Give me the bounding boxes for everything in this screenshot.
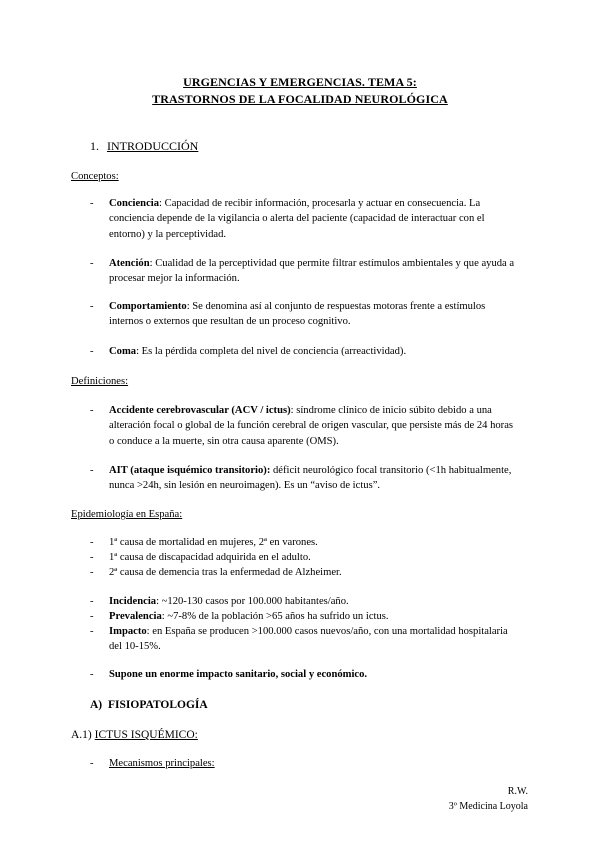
footer-course: 3º Medicina Loyola [448, 801, 528, 812]
definition-coma: : Es la pérdida completa del nivel de conciencia (arreactividad). [136, 346, 407, 357]
section-number: 1. [90, 139, 99, 153]
list-item-epi-1 [90, 535, 520, 550]
section-title: FISIOPATOLOGÍA [108, 699, 208, 711]
epi-text-3: 2ª causa de demencia tras la enfermedad de Alzheimer. [109, 567, 342, 578]
document-title-line-2: TRASTORNOS DE LA FOCALIDAD NEUROLÓGICA [152, 92, 448, 106]
definition-acv: : síndrome clínico de inicio súbito debido a una alteración focal o global de la función cerebral de origen vascular, que persiste más de 24 horas o conduce a la muerte, sin otra causa aparente (OMS). [109, 405, 514, 447]
subsection-ictus-isquemico-heading [71, 727, 198, 744]
term-acv: Accidente cerebrovascular (ACV / ictus) [109, 405, 291, 416]
subsection-title: ICTUS ISQUÉMICO: [94, 729, 198, 741]
term-prevalencia: Prevalencia [109, 611, 162, 622]
value-prevalencia: : ~7-8% de la población >65 años ha sufrido un ictus. [161, 611, 389, 622]
list-item-comportamiento [90, 299, 520, 330]
section-letter: A) [90, 699, 103, 711]
list-dash: - [90, 552, 94, 563]
epidemiologia-heading: Epidemiología en España: [71, 509, 183, 520]
subsection-number: A.1) [71, 729, 92, 741]
list-dash: - [90, 537, 94, 548]
list-dash: - [90, 258, 94, 269]
term-coma: Coma [109, 346, 137, 357]
term-conciencia: Conciencia [109, 198, 160, 209]
section-title: INTRODUCCIÓN [107, 139, 199, 153]
list-item-prevalencia [90, 609, 520, 624]
list-dash: - [90, 669, 94, 680]
term-ait: AIT (ataque isquémico transitorio): [109, 465, 271, 476]
term-comportamiento: Comportamiento [109, 301, 187, 312]
list-item-epi-2 [90, 550, 520, 565]
section-fisiopatologia-heading [90, 697, 208, 714]
value-incidencia: : ~120-130 casos por 100.000 habitantes/año. [156, 596, 349, 607]
list-item-epi-3 [90, 565, 520, 580]
definition-comportamiento: : Se denomina así al conjunto de respuestas motoras frente a estímulos internos o externos que resultan de un proceso cognitivo. [109, 301, 486, 328]
definition-ait: déficit neurológico focal transitorio (<1h habitualmente, nunca >24h, sin lesión en neuroimagen). Es un “aviso de ictus”. [109, 465, 512, 492]
list-dash: - [90, 611, 94, 622]
list-item-summary [90, 667, 520, 682]
definiciones-heading: Definiciones: [71, 376, 129, 387]
epi-text-1: 1ª causa de mortalidad en mujeres, 2ª en varones. [109, 537, 318, 548]
list-dash: - [90, 758, 94, 769]
definition-conciencia: : Capacidad de recibir información, procesarla y actuar en consecuencia. La conciencia depende de la vigilancia o alerta del paciente (capacidad de interactuar con el entorno) y la perceptividad. [109, 198, 485, 240]
list-dash: - [90, 596, 94, 607]
section-introduccion-heading [90, 138, 198, 155]
page-footer [449, 784, 528, 814]
list-item-coma [90, 344, 520, 359]
impact-summary: Supone un enorme impacto sanitario, social y económico. [109, 669, 368, 680]
list-item-mecanismos [90, 756, 520, 771]
term-incidencia: Incidencia [109, 596, 157, 607]
list-item-impacto [90, 624, 520, 655]
list-item-atencion [90, 256, 520, 287]
epi-text-2: 1ª causa de discapacidad adquirida en el adulto. [109, 552, 311, 563]
definition-atencion: : Cualidad de la perceptividad que permite filtrar estímulos ambientales y que ayuda a procesar mejor la información. [109, 258, 515, 285]
list-item-incidencia [90, 594, 520, 609]
list-item-acv [90, 403, 520, 449]
list-dash: - [90, 301, 94, 312]
list-dash: - [90, 346, 94, 357]
list-dash: - [90, 626, 94, 637]
list-item-conciencia [90, 196, 520, 242]
list-dash: - [90, 465, 94, 476]
value-impacto: : en España se producen >100.000 casos nuevos/año, con una mortalidad hospitalaria del 10-15%. [109, 626, 508, 653]
document-title-line-1: URGENCIAS Y EMERGENCIAS. TEMA 5: [183, 75, 417, 89]
conceptos-heading: Conceptos: [71, 171, 119, 182]
term-atencion: Atención [109, 258, 150, 269]
list-item-ait [90, 463, 520, 494]
list-dash: - [90, 567, 94, 578]
term-impacto: Impacto [109, 626, 147, 637]
mecanismos-heading: Mecanismos principales: [109, 758, 215, 769]
list-dash: - [90, 198, 94, 209]
list-dash: - [90, 405, 94, 416]
footer-author: R.W. [507, 786, 528, 797]
